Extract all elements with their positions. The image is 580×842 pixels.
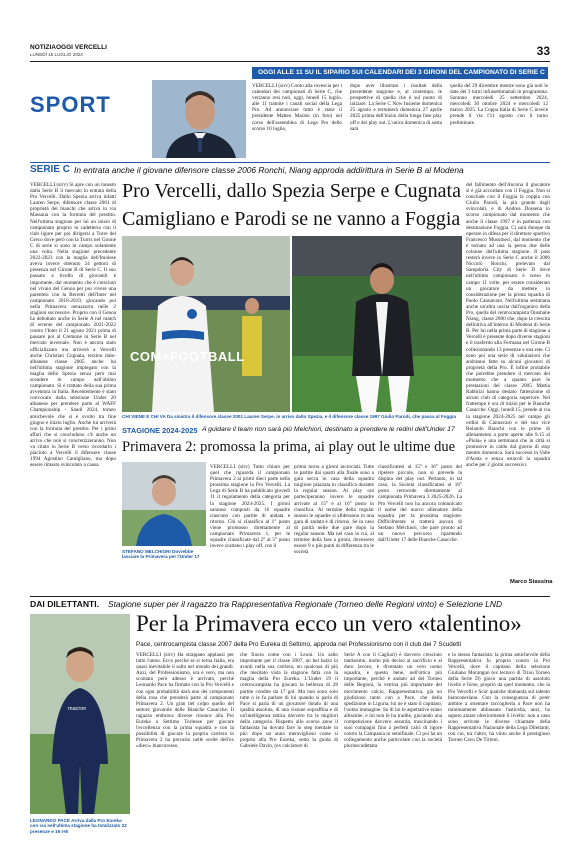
dilettanti-col3: Serie A con il Cagliari) è davvero cresciuto tantissimo, molto più deciso al sacrificio e al duro lavoro, è diventato un vero uomo squadra, e questo bene, nell'ottica più importante, perché è andato ad del Torneo delle Regioni, la vetrina più importante del movimento calcio. Rappresentativa, già un giudizioso tanto con a Pace, che della spedizione in Liguria, lui ne è stato il capitano, l'uomo immagine. Su di lui le aspettative erano altissime, e lui non le ha tradite, giocando una competizione davvero assurda, trascinando i suoi compagni fino a perfetti calci di rigore contro la Campania in semifinale. Ci poi ha un collegamento anche particolare con la società plurinscudettata bbox=[344, 652, 442, 750]
serie-c-headline-2: Camigliano e Parodi se ne vanno a Foggia bbox=[122, 208, 461, 230]
serie-c-label: SERIE C bbox=[30, 164, 71, 175]
dilettanti-col1: VERCELLI (sirv) Ha strappato applausi per tutto l'anno. Ecco perché se si torna Italia, era quasi inevitabile il salto nel mondo dei grandi. Anzi, del Professionismo, ora è vero, ma non scontato però adesso è arrivato, perché Leonardo Pace ha firmato con la Pro Vercelli e con ogni probabilità darà uno dei componenti della rosa che prenderà parte al campionato Primavera 2. Un gran bel colpo quello del settore giovanile delle Bianche Casacche. Il ragazzo embrava diverse rinunce alla Pro Eureka a Settimo Torinese per giocare l'eccellenza con la prima squadra e con la possibilità di giocare la propria carriera in Primavera 2 ha prevalso nelle scelte dell'ex «dieci» biancorosso, bbox=[136, 652, 234, 750]
dilettanti-strap-bar bbox=[30, 596, 550, 611]
melchiori-caption: STEFANO MELCHIORI Dovrebbe lasciare la Primavera per l'Under 17 bbox=[122, 549, 200, 560]
player-parodi-image bbox=[292, 236, 462, 412]
primavera-label: STAGIONE 2024-2025 bbox=[122, 426, 198, 435]
section-title: SPORT bbox=[30, 92, 111, 117]
top-banner: OGGI ALLE 11 SU IL SIPARIO SUI CALENDARI DEI 3 GIRONI DEL CAMPIONATO DI SERIE C bbox=[252, 67, 548, 79]
serie-c-mid-col: del fallimento dell'Ancona il giocatore si è già accordato con il Foggia. Non si conclude con il Foggia la coppia con Giulio Parodi, la più grande dagli svincolati, e di Andrea Dossena lo scorso campionato dal momento che anche il classe 1997 è in partenza con destinazione Foggia. Ci sarà dunque da operare in difesa per il direttore sportivo Francesco Musumeci, dal momento che è tornato ad una la perno due delle colonne dell'ultima stagione. Il pass resterà invece in Serie C anche il 2006 Niccolò Ronchi, prelevato dal Sampdoria City di Serie D dove nell'ultimo campionato è sceso in campo 11 volte, per essere considerato un giocatore da mettere in considerazione per la prima squadra di Paolo Cannavaro. Nell'ultima settimana anche un'altra uscita dall'organico della Pro, quella del centrocampista Ousmane Niang, classe 2000 che, dopo la crescita definitiva all'interno di Modena di Serie B. Per lui nella prima parte di stagione a Vercelli è presente dopo diverse stagioni e il trasferito alla Fermana nel Girone B collezionando 13 presenze e una rete. Ci sono poi una serie di valutazioni che andranno fatte su alcuni giocatori di proprietà della Pro. È infine probabile che potrebbe prendere il mercato del momento che a quanto pare le prestazioni del classe 2005 Mattia Rabbrizi hanno destato l'attenzione di alcuni club di categoria superiore. Nel frattempo è ora di inizio per le Bianche Casacche. Oggi, lunedì 15, prende al via la stagione 2024-2025 nel campo gli ordini di Cannavaro e del suo vice Rolando Bianchi con le prime di allenamento a porte aperte alle 9.15 al «Piola» e una settimana che in città si promuove in caldo dal giorno di stop mentre domenica. Sarà successi in Valle d'Aosta e senza ostacoli la squadra anche per 2 giorni successivi. bbox=[466, 182, 550, 469]
person-photo-icon bbox=[122, 462, 206, 546]
serpe-photo bbox=[122, 236, 290, 412]
dilettanti-subhead: Pace, centrocampista classe 2007 della Pro Eureka di Settimo, approda nel Professionismo con il club dei 7 Scudetti bbox=[136, 641, 462, 648]
serie-c-photo-caption: CHI VIENE E CHI VA Da sinistra il difensore classe 2001 Lauren Serpe, in arrivo dallo Spezia, e il difensore classe 1997 Giulio Parodi, che passa al Foggia bbox=[122, 414, 456, 419]
top-article-col3: quella del 29 dicembre mentre sono già noti le date dei 3 turni infrasettimanali in programma. Saranno mercoledì 25 settembre 2024, mercoledì 30 ottobre 2024 e mercoledì 12 marzo 2025. La Coppa Italia di Serie C invece prende il via l'11 agosto con il turno preliminare. bbox=[450, 83, 548, 126]
dilettanti-strap: Stagione super per il ragazzo tra Rappresentativa Regionale (Torneo delle Regioni vinto) e Selezione LND bbox=[108, 599, 503, 609]
dilettanti-headline: Per la Primavera ecco un vero «talentino» bbox=[136, 611, 522, 636]
primavera-headline: Primavera 2: promossa la prima, ai play out le ultime due bbox=[122, 439, 456, 455]
serie-c-headline-1: Pro Vercelli, dallo Spezia Serpe e Cugnata bbox=[122, 180, 461, 202]
jersey-sponsor-text: COM+FOOTBALL bbox=[130, 349, 245, 364]
masthead-rule bbox=[30, 61, 550, 62]
primavera-col3: classificatesi al 15° e 16° posto del ripetere piccole, non si prevede la disputa del play out. Pertanto, in tal caso, la Società classificatasi al 16° posto retrocede direttamente al campionato Primavera 3 2025-2026. La Pro Vercelli non ha ancora comunicato il nome del nuovo allenatore della squadra per la prossima stagione. Difficilmente si tratterà ancora di Stefano Melchiori, che pare pronto ad un nuovo percorso ripartendo dall'Under 17 delle Bianche Casacche. bbox=[378, 464, 462, 544]
pace-caption: LEONARDO PACE Arriva dalla Pro Eureka con cui nell'ultima stagione ha totalizzato 22 presenze e 16 reti bbox=[30, 818, 127, 834]
marani-photo bbox=[152, 80, 246, 158]
masthead bbox=[30, 44, 550, 60]
jersey-sponsor-text: macron bbox=[68, 706, 87, 712]
parodi-photo bbox=[292, 236, 462, 412]
primavera-col2: primo turno a gironi incrociati. Tutte le partite dai quarti alla finale sono a gara secca in casa della squadra migliore piazzata in classifica durante la regular season. Ai play out parteciperanno invece le squadre arrivate al 15° e al 16° posto in classifica. Al termine della regular season le squadre si sfideranno in una gara di andata e di ritorno. Se in caso di parità nelle due gare dopo la regular season. Ma nel caso in cui, al termine della fase a gironi, dovessero essere 9 o più punti di differenza tra le società bbox=[294, 464, 374, 556]
page-number: 33 bbox=[536, 44, 550, 58]
player-serpe-image bbox=[122, 236, 290, 412]
serie-c-strap-bar bbox=[30, 162, 550, 177]
author-signature: Marco Stassina bbox=[510, 579, 553, 585]
dilettanti-label: DAI DILETTANTI. bbox=[30, 599, 100, 609]
primavera-strap-text: A guidare il team non sarà più Melchiori, destinato a prendere le redini dell'Under 17 bbox=[202, 426, 455, 433]
primavera-col1: VERCELLI (sirv) Tutto chiaro per quel che riguarda il campionato Primavera 2 ai primi dieci parte nella prossima stagione la Pro Vercelli. La Lega di Serie B ha pubblicato giovedì 11 il regolamento della categoria per la stagione 2024-2025. I gironi saranno composti da 16 squadre ciascuno con partite di andata e ritorno. Chi si classifica al 1° posto viene promosso direttamente al campionato Primavera 1, per le squadre classificate dal 2° al 5° posto invece scattano i play off, con il bbox=[210, 464, 290, 550]
top-article-col1: VERCELLI (sirv) Conto alla rovescia per i calendari dei campionati di Serie C, che verranno resi noti, oggi, lunedì 15 luglio, alle 11 tramite i canali social della Lega Pro. Ad annunciare tutto è stato il presidente Matteo Marani (in foto) nel corso dell'assemblea di Lega Pro dello scorso 10 luglio, bbox=[252, 83, 342, 132]
person-photo-icon bbox=[152, 80, 246, 158]
paper-name: NOTIZIAOGGI VERCELLI bbox=[30, 44, 107, 51]
pace-photo bbox=[30, 614, 130, 814]
dilettanti-col2: che finora come con i Leoni. Un salto importante per il classe 2007, un bel balzo in avanti nella sua carriera, un qualcosa di più che meritato vista la stagione fatta con la maglia della Pro Eureka. L'Under 19 il centrocampista ha giocato la bellezza di 28 partite condite da 17 gol. Ma non sono solo tutte o le fa parlare di lui quando si parla di Pace si parla di un giocatore dotato di una qualità assoluta, di una visione sopraffina e di un'intelligenza tattica davvero tra le migliori della categoria. Rispetto allo scorso anno il fantasista ha dovuto fare lo step mentale in più: dopo un anno meraviglioso come si proprio alla Pro Eureka, sotto la guida di Gabriele Davin, (ex calciatore di bbox=[240, 652, 338, 750]
serie-c-strap: In entrata anche il giovane difensore classe 2006 Ronchi, Niang approda addirittura in Serie B al Modena bbox=[74, 165, 464, 175]
issue-date: LUNEDÌ 15 LUGLIO 2024 bbox=[30, 52, 83, 57]
dilettanti-col4: e lo stesso fantasista: la prima amichevole della Rappresentativa fu proprio contro la Pro Vercelli, dove il capitano della selezione Giuliano Morangun (ex tecnico di Trino Torneo della Serie D) gioco una partita di assoluto livello e forse, proprio da quel momento, che la Pro Vercelli e Scor qualche domanda sul talento bianconeriano. Con la conseguenza di poter ambire a orientare raccoglierla a Pace non ha minimamente abbassato l'asticella, anzi, ha saputo alzare ulteriormente il livello: non a caso sono arrivate le diverse chiamate della Rappresentativa Nazionale della Lega Dilettanti, con cui, tra l'altro, ha vinto anche il prestigioso Torneo Cavo De Tirreni. bbox=[448, 652, 550, 744]
primavera-strap bbox=[122, 426, 462, 438]
serie-c-left-col: VERCELLI (sirv) Si apre con un innesto dalla Serie B il mercato in entrata della Pro Vercelli. Dallo Spezia arriva infatti Lauren Serpe, difensore classe 2001 di proprietà dei bianchi che arriva in via Massaua con la formula del prestito. Nell'ultima stagione per lui un inizio di campionato proprio in cadetteria con il club ligure per poi dirigersi a Torre del Greco dove però con la Turris nel Girone C di serie si sono in campo solamente una volta. Nella stagione precedente 2022-2023 con la maglia dell'Imolese aveva invece ottenuto 24 gettoni di presenza nel Girone B di Serie C. Il suo passato a livello di giovanili è importante, dal momento che è cresciuto nel vivaio del Genoa per poi vivere una parentesi con la Berretti dell'Inter nel campionato 2018-2019, giocando poi nella Primavera nerazzurra nelle 2 stagioni successive. Proprio con il Genoa ha debuttato anche in Serie A nel match di recente del campionato 2021-2022 contro l'Inter il 21 agosto 2021 prima di passare poi al Cremone in Serie B nel mercato invernale. Non è ancora stato ufficializzato ma arriverà a Vercelli anche Christian Cugnata, terzino italo-albanese classe 2005 anche lui nell'ultima stagione impiegato con la maglia dello Spezia senza però mai scendere in campo nell'ultimo campionato. Si è trattato della sua prima avventura in Italia. Recentemente è stato convocato dalla selezione Under 20 albanese per prendere parte al WAFF Championship - Saudi 2024, torneo amichevole che si è svolto tra fine giugno e inizio luglio. Anche lui arriverà con la formula del prestito. Per i primi affari che si concludono c'è anche un arrivo che non si concretizzeranno. Non va citato in Serie B verso ricordarlo i piaciuto a Vercelli il difensore classe 1994 Agostino Camigliano, ma dopo essere rimasto svincolato a causa bbox=[30, 182, 116, 469]
top-article-col2: dopo aver illustrato i risultati della precedente stagione e, al contempo, le prospettive di quella che è sul punto di iniziare. La Serie C Now Insieme domenica 25 agosto e terminerà domenica 27 aprile 2025 prima dell'inizio della lunga fase play off e dei play out. L'unica domenica di sosta sarà bbox=[350, 83, 442, 132]
person-photo-icon bbox=[30, 614, 130, 814]
melchiori-photo bbox=[122, 462, 206, 546]
